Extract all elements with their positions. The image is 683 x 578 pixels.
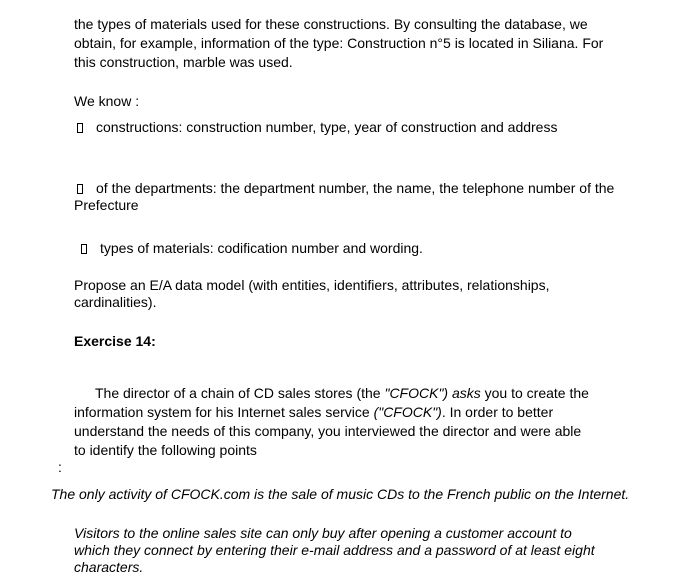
propose-line-2: cardinalities). <box>74 294 157 310</box>
bullet-departments-continuation: Prefecture <box>74 197 139 213</box>
bullet-constructions-text: constructions: construction number, type, year of construction and address <box>96 119 558 135</box>
intro-line-2: obtain, for example, information of the type: Construction n°5 is located in Siliana. For <box>74 35 604 51</box>
we-know-label: We know : <box>74 93 140 109</box>
colon-mark: : <box>58 459 62 475</box>
bullet-departments <box>77 179 614 198</box>
intro-line-1: the types of materials used for these constructions. By consulting the database, we <box>74 16 588 32</box>
activity-statement: The only activity of CFOCK.com is the sale of music CDs to the French public on the Internet. <box>51 486 630 502</box>
director-line-1: The director of a chain of CD sales stores (the "CFOCK") asks you to create the <box>95 385 589 401</box>
visitors-line-1: Visitors to the online sales site can only buy after opening a customer account to <box>74 525 572 541</box>
checkbox-square-icon <box>77 123 83 133</box>
visitors-line-2: which they connect by entering their e-mail address and a password of at least eight <box>74 542 595 558</box>
visitors-line-3: characters. <box>74 559 144 575</box>
checkbox-square-icon <box>77 184 83 194</box>
intro-line-3: this construction, marble was used. <box>74 54 293 70</box>
bullet-materials <box>81 239 423 258</box>
propose-paragraph <box>74 277 549 311</box>
exercise-title: Exercise 14: <box>74 333 156 349</box>
propose-line-1: Propose an E/A data model (with entities, identifiers, attributes, relationships, <box>74 277 550 293</box>
intro-paragraph <box>74 15 603 72</box>
bullet-materials-text: types of materials: codification number and wording. <box>100 240 423 256</box>
checkbox-square-icon <box>81 244 87 254</box>
visitors-paragraph <box>74 525 595 576</box>
bullet-departments-text: of the departments: the department number, the name, the telephone number of the <box>96 180 615 196</box>
director-paragraph <box>74 384 589 460</box>
bullet-constructions <box>77 118 557 137</box>
director-line-4: to identify the following points <box>74 442 257 458</box>
director-line-2: information system for his Internet sales service ("CFOCK"). In order to better <box>74 404 554 420</box>
director-line-3: understand the needs of this company, you interviewed the director and were able <box>74 423 582 439</box>
